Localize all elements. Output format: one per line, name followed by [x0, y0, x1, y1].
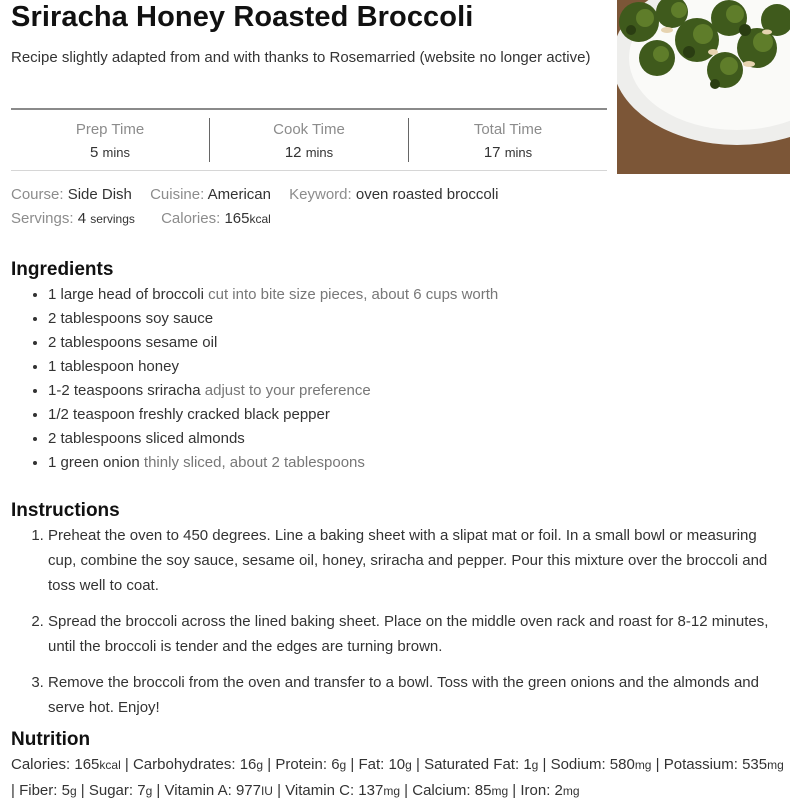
nutrition-separator: |	[120, 756, 133, 773]
list-item: • 1/2 teaspoon freshly cracked black pepper	[48, 403, 628, 427]
nutrition-heading: Nutrition	[11, 729, 91, 750]
instructions-list	[11, 523, 783, 731]
nutrition-item: Sodium: 580mg	[550, 756, 652, 773]
nutrition-item: Vitamin C: 137mg	[285, 782, 400, 799]
recipe-times	[11, 108, 607, 171]
calories: Calories: 165kcal	[161, 210, 271, 227]
recipe-title: Sriracha Honey Roasted Broccoli	[11, 1, 474, 33]
nutrition-separator: |	[538, 756, 551, 773]
nutrition-separator: |	[508, 782, 521, 799]
recipe-meta-row-1	[11, 186, 512, 203]
nutrition-facts	[11, 752, 791, 804]
list-item: • 1 tablespoon honey	[48, 355, 628, 379]
list-item: • 1-2 teaspoons sriracha adjust to your preference	[48, 379, 628, 403]
nutrition-item: Vitamin A: 977IU	[164, 782, 273, 799]
instructions-heading: Instructions	[11, 500, 120, 521]
nutrition-separator: |	[272, 782, 286, 799]
prep-time-value: 5 mins	[90, 144, 130, 161]
cuisine: Cuisine: American	[150, 186, 271, 203]
nutrition-separator: |	[11, 782, 20, 799]
ingredients-heading: Ingredients	[11, 259, 114, 280]
total-time	[408, 118, 607, 162]
recipe-photo	[617, 0, 790, 174]
nutrition-separator: |	[346, 756, 359, 773]
total-time-label: Total Time	[473, 121, 543, 138]
prep-time-label: Prep Time	[75, 121, 145, 138]
list-item: • 1 green onion thinly sliced, about 2 tablespoons	[48, 451, 628, 475]
total-time-value: 17 mins	[483, 144, 533, 161]
nutrition-separator: |	[651, 756, 664, 773]
nutrition-separator: |	[76, 782, 89, 799]
list-item: • 2 tablespoons sesame oil	[48, 331, 628, 355]
nutrition-item: Carbohydrates: 16g	[132, 756, 264, 773]
list-item: • 1 large head of broccoli cut into bite size pieces, about 6 cups worth	[48, 283, 628, 307]
cook-time-value: 12 mins	[284, 144, 334, 161]
nutrition-separator: |	[152, 782, 165, 799]
nutrition-item: Calories: 165kcal	[11, 756, 121, 773]
course: Course: Side Dish	[11, 186, 132, 203]
nutrition-separator: |	[400, 782, 413, 799]
nutrition-item: Potassium: 535mg	[663, 756, 784, 773]
nutrition-separator: |	[411, 756, 425, 773]
recipe-summary: Recipe slightly adapted from and with thanks to Rosemarried (website no longer active)	[11, 49, 591, 66]
instruction-step: 3. Remove the broccoli from the oven and transfer to a bowl. Toss with the green onions and the almonds and serve hot. Enjoy!	[48, 670, 783, 720]
nutrition-item: Protein: 6g	[275, 756, 347, 773]
nutrition-separator: |	[263, 756, 276, 773]
keyword: Keyword: oven roasted broccoli	[289, 186, 499, 203]
instruction-step: 2. Spread the broccoli across the lined baking sheet. Place on the middle oven rack and roast for 8-12 minutes, until the broccoli is tender and the edges are turning brown.	[48, 609, 783, 659]
nutrition-item: Calcium: 85mg	[412, 782, 509, 799]
list-item: • 2 tablespoons soy sauce	[48, 307, 628, 331]
nutrition-item: Sugar: 7g	[88, 782, 153, 799]
nutrition-item: Iron: 2mg	[520, 782, 580, 799]
servings: Servings: 4 servings	[11, 210, 135, 227]
nutrition-item: Saturated Fat: 1g	[424, 756, 539, 773]
nutrition-item: Fiber: 5g	[19, 782, 77, 799]
instruction-step: 1. Preheat the oven to 450 degrees. Line a baking sheet with a slipat mat or foil. In a small bowl or measuring cup, combine the soy sauce, sesame oil, honey, sriracha and pepper. Pour this mixture over the broccoli and toss well to coat.	[48, 523, 783, 598]
list-item: • 2 tablespoons sliced almonds	[48, 427, 628, 451]
prep-time	[11, 118, 209, 162]
ingredients-list	[11, 283, 628, 475]
recipe-meta-row-2	[11, 210, 285, 227]
cook-time	[209, 118, 408, 162]
cook-time-label: Cook Time	[273, 121, 345, 138]
nutrition-item: Fat: 10g	[358, 756, 412, 773]
